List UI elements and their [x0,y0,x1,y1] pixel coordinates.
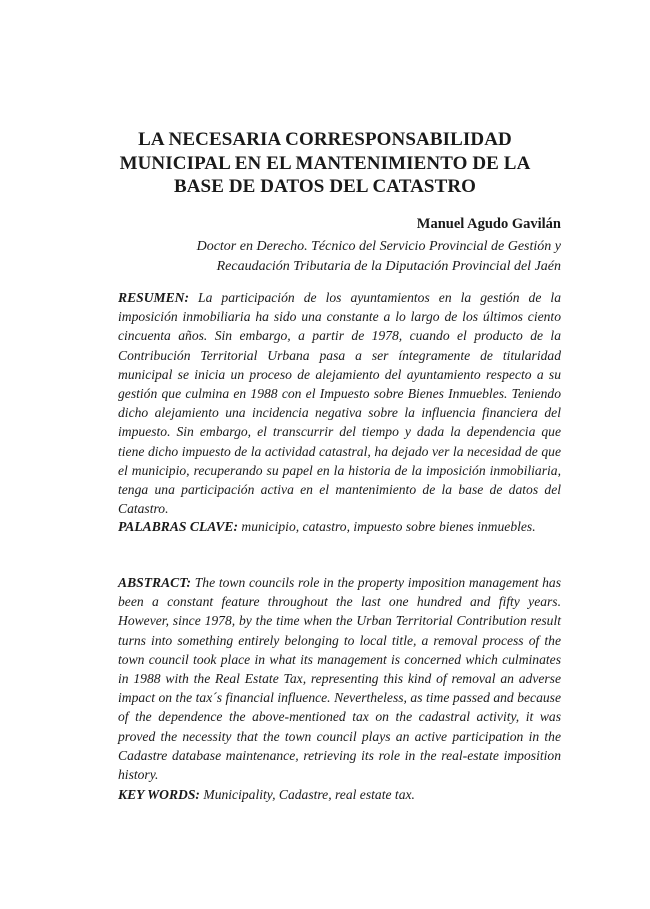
palabras-clave-paragraph [118,517,561,536]
abstract-label: ABSTRACT: [118,575,192,590]
palabras-clave-text: municipio, catastro, impuesto sobre bienes inmuebles. [237,519,536,534]
affiliation-line: Recaudación Tributaria de la Diputación Provincial del Jaén [216,259,561,274]
palabras-clave-label: PALABRAS CLAVE: [118,519,238,534]
abstract-paragraph [118,573,561,784]
resumen-paragraph [118,288,561,518]
title-line: MUNICIPAL EN EL MANTENIMIENTO DE LA [119,152,531,174]
affiliation-line: Doctor en Derecho. Técnico del Servicio Provincial de Gestión y [196,239,561,254]
resumen-text: La participación de los ayuntamientos en la gestión de la imposición inmobiliaria ha sido una constante a lo largo de los últimos ciento cincuenta años. Sin embargo, a partir de 1978, cuando el producto de la Contribución Territorial Urbana pasa a ser íntegramente de titularidad municipal se inicia un proceso de alejamiento del ayuntamiento respecto a su gestión que culmina en 1988 con el Impuesto sobre Bienes Inmuebles. Teniendo dicho alejamiento una incidencia negativa sobre la influencia financiera del impuesto. Sin embargo, el transcurrir del tiempo y dada la dependencia que tiene dicho impuesto de la actividad catastral, ha dejado ver la necesidad de que el municipio, recuperando su papel en la historia de la imposición inmobiliaria, tenga una participación activa en el mantenimiento de la base de datos del Catastro. [118,290,561,517]
article-title [95,128,555,199]
title-line: LA NECESARIA CORRESPONSABILIDAD [138,129,512,150]
abstract-text: The town councils role in the property imposition management has been a constant feature throughout the last one hundred and fifty years. However, since 1978, by the time when the Urban Territorial Contribution result turns into something entirely belonging to local title, a removal process of the town council took place in what its management is concerned which culminates in 1988 with the Real Estate Tax, representing this kind of removal an adverse impact on the tax´s financial influence. Nevertheless, as time passed and because of the dependence the above-mentioned tax on the cadastral activity, it was proved the necessity that the town council plays an active participation in the Cadastre database maintenance, retrieving its role in the real-estate imposition history. [118,575,561,783]
author-affiliation [118,237,561,277]
author-block [118,215,561,277]
title-line: BASE DE DATOS DEL CATASTRO [173,176,477,197]
key-words-text: Municipality, Cadastre, real estate tax. [199,787,415,802]
key-words-label: KEY WORDS: [118,787,200,802]
resumen-label: RESUMEN: [118,290,190,305]
key-words-paragraph [118,785,561,804]
author-name: Manuel Agudo Gavilán [416,216,561,232]
